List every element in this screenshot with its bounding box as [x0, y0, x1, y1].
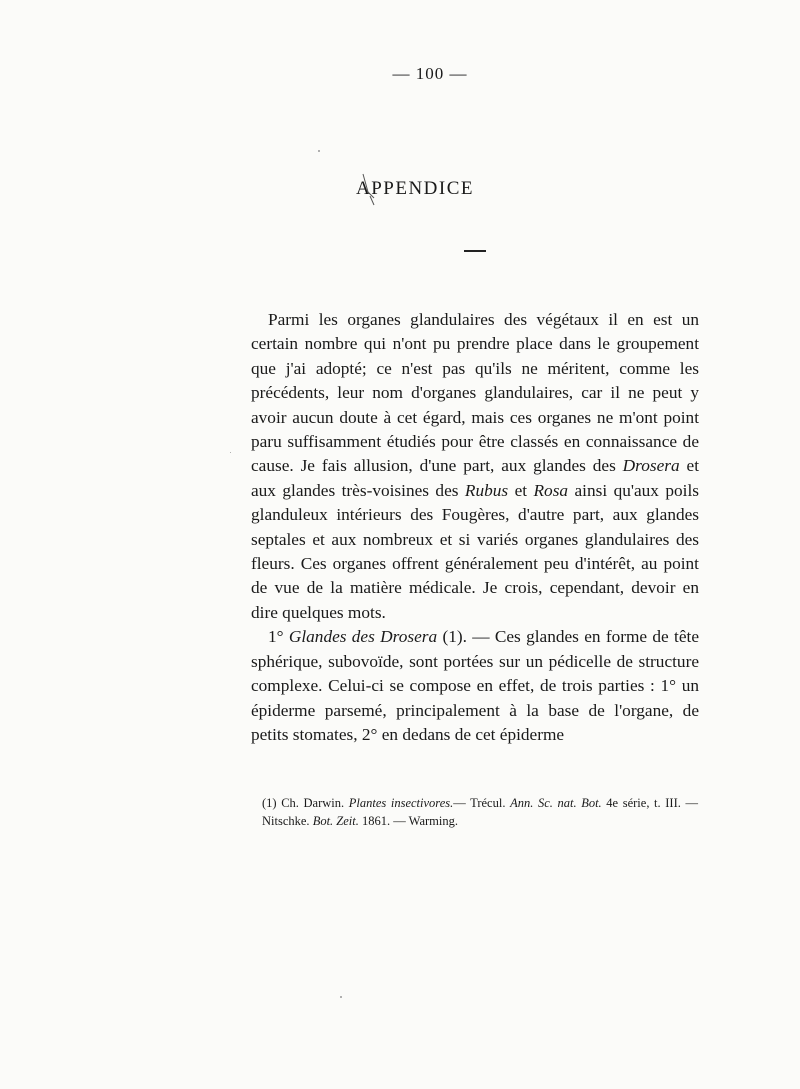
title-divider	[464, 250, 486, 252]
paragraph-text: et	[508, 480, 534, 500]
paragraph-intro	[251, 308, 699, 625]
page-number: — 100 —	[392, 64, 468, 83]
paper-speck	[340, 996, 342, 998]
footnote-part: 1861. — Warming.	[358, 813, 458, 828]
paragraph-drosera	[251, 625, 699, 747]
subsection-heading: Glandes des Drosera	[288, 627, 438, 647]
paper-speck	[230, 452, 231, 453]
footnote-ref: (1). —	[437, 627, 495, 647]
genus-name: Drosera	[622, 456, 680, 476]
paragraph-text: Ces glandes en forme de tête sphérique, subovoïde, sont portées sur un pédicelle de structure complexe. Celui-ci se compose en effet, de trois parties : 1° un épiderme parsemé, principalement à la base de l'organe, de petits stomates, 2° en dedans de cet épiderme	[251, 627, 699, 744]
footnote-part: (1) Ch. Darwin.	[262, 796, 349, 810]
section-title: APPENDICE	[355, 178, 474, 199]
footnote-title: Plantes insectivores.	[348, 796, 454, 810]
paragraph-text: ainsi qu'aux poils glanduleux intérieurs des Fougères, d'autre part, aux glandes septales et aux nombreux et si variés organes glandulaires des fleurs. Ces organes offrent généralement peu d'intérêt, au point de vue de la matière médicale. Je crois, cependant, devoir en dire quelques mots.	[251, 480, 699, 622]
section-number: 1°	[268, 627, 289, 647]
paragraph-text: et aux glandes très-voisines des	[251, 456, 699, 500]
footnote-part: — Trécul.	[453, 796, 511, 810]
footnote-title: Ann. Sc. nat. Bot.	[510, 796, 602, 810]
paragraph-text: Parmi les organes glandulaires des végétaux il en est un certain nombre qui n'ont pu prendre place dans le groupement que j'ai adopté; ce n'est pas qu'ils ne méritent, comme les précédents, leur nom d'organes glandulaires, car il ne peut y avoir aucun doute à cet égard, mais ces organes ne m'ont point paru suffisamment étudiés pour être classés en connaissance de cause. Je fais allusion, d'une part, aux glandes des	[251, 310, 699, 476]
footnote-text	[262, 795, 698, 830]
footnote	[262, 795, 698, 830]
genus-name: Rubus	[464, 480, 509, 500]
footnote-title: Bot. Zeit.	[312, 813, 359, 828]
body-text	[251, 308, 699, 747]
paper-speck	[318, 150, 320, 152]
genus-name: Rosa	[533, 480, 569, 500]
footnote-part: 4e série, t. III. — Nitschke.	[262, 796, 699, 828]
